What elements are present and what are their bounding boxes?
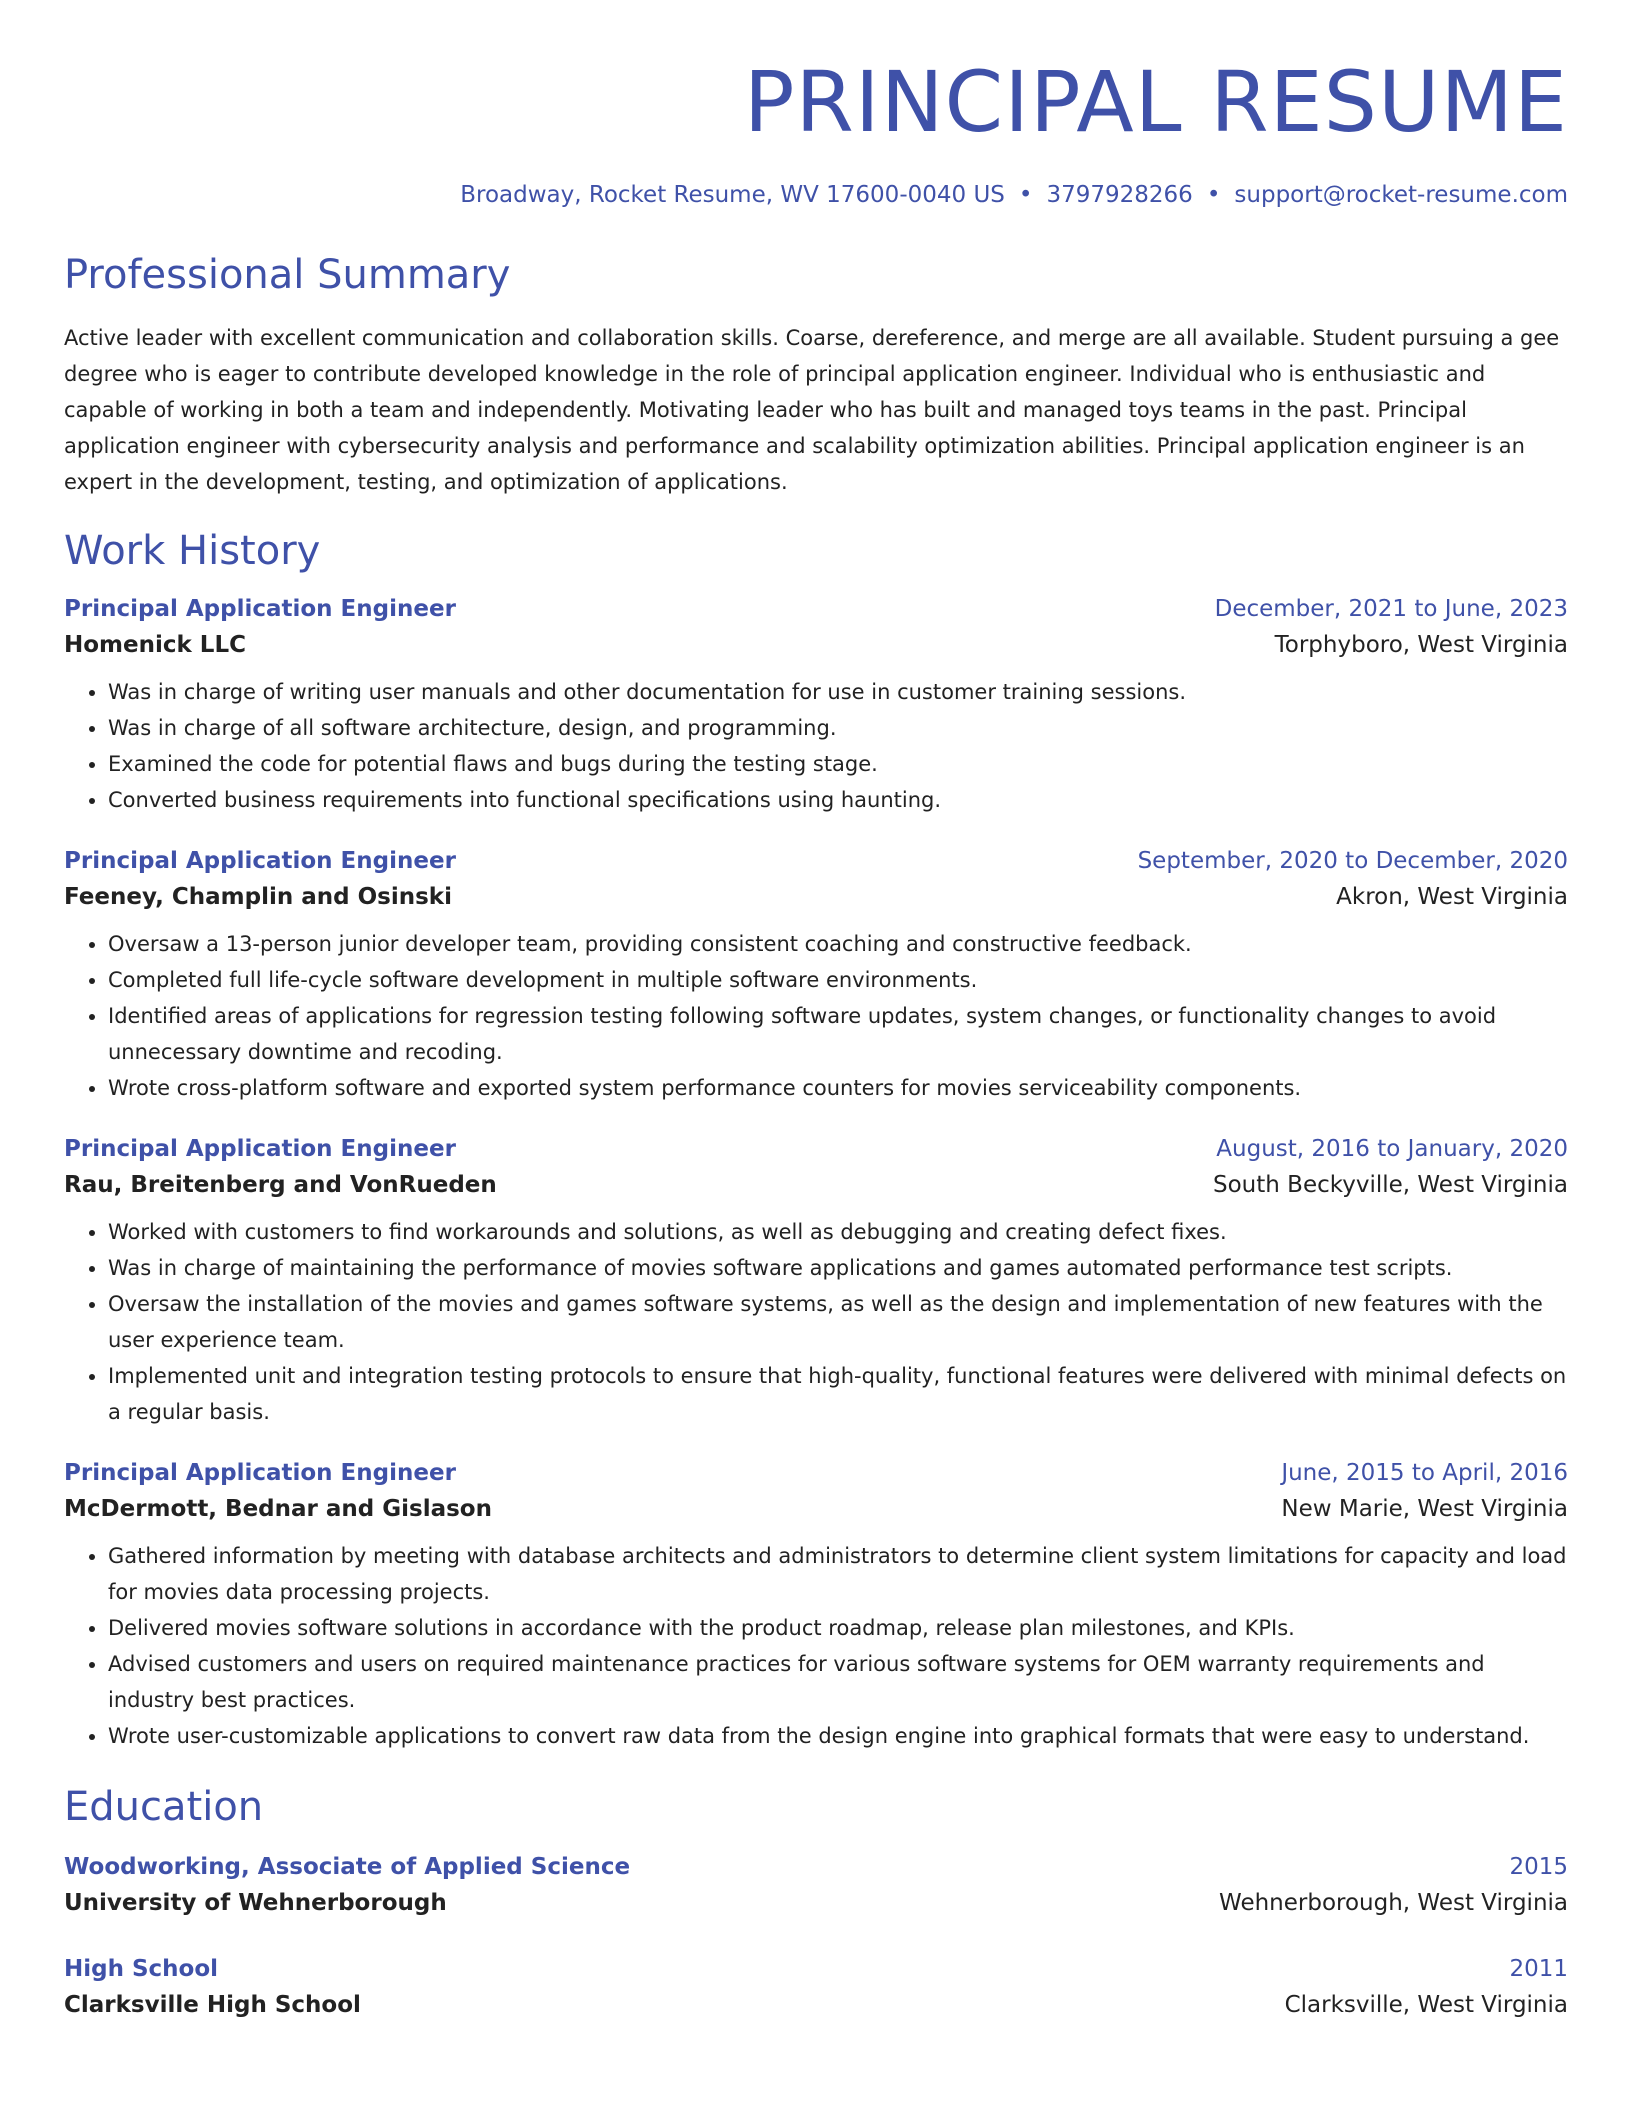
education-entry [64, 1854, 1568, 1916]
job-bullet: • Worked with customers to find workarounds and solutions, as well as debugging and creating defect fixes. [108, 1214, 1568, 1250]
job-dates: June, 2015 to April, 2016 [1281, 1460, 1568, 1486]
job-bullet: • Wrote user-customizable applications to convert raw data from the design engine into graphical formats that were easy to understand. [108, 1718, 1568, 1754]
job-company: Homenick LLC [64, 632, 247, 658]
job-bullet: • Oversaw a 13-person junior developer team, providing consistent coaching and constructive feedback. [108, 926, 1568, 962]
job-bullets [64, 1538, 1568, 1754]
job-location: Torphyboro, West Virginia [1274, 632, 1568, 658]
job-bullets [64, 926, 1568, 1106]
job-bullet: • Was in charge of maintaining the performance of movies software applications and games automated performance test scripts. [108, 1250, 1568, 1286]
job-entry [64, 848, 1568, 1106]
job-location: Akron, West Virginia [1336, 884, 1568, 910]
contact-separator: • [1018, 182, 1033, 208]
resume-name: PRINCIPAL RESUME [743, 53, 1568, 151]
contact-phone: 3797928266 [1046, 182, 1193, 208]
job-bullet: • Oversaw the installation of the movies and games software systems, as well as the design and implementation of new features with the user experience team. [108, 1286, 1568, 1358]
job-dates: September, 2020 to December, 2020 [1137, 848, 1568, 874]
job-company: Rau, Breitenberg and VonRueden [64, 1172, 497, 1198]
education-location: Clarksville, West Virginia [1284, 1992, 1568, 2018]
job-entry [64, 1136, 1568, 1430]
education-year: 2011 [1509, 1956, 1568, 1982]
education-degree: High School [64, 1956, 219, 1982]
job-bullets [64, 674, 1568, 818]
education-heading: Education [64, 1784, 264, 1830]
job-location: New Marie, West Virginia [1281, 1496, 1568, 1522]
job-title: Principal Application Engineer [64, 848, 456, 874]
job-title: Principal Application Engineer [64, 1136, 456, 1162]
job-bullet: • Advised customers and users on required maintenance practices for various software systems for OEM warranty requirements and industry best practices. [108, 1646, 1568, 1718]
job-title: Principal Application Engineer [64, 596, 456, 622]
job-company: McDermott, Bednar and Gislason [64, 1496, 492, 1522]
job-bullet: • Wrote cross-platform software and exported system performance counters for movies serviceability components. [108, 1070, 1568, 1106]
contact-line [64, 182, 1568, 208]
job-dates: December, 2021 to June, 2023 [1214, 596, 1568, 622]
job-title: Principal Application Engineer [64, 1460, 456, 1486]
job-bullet: • Converted business requirements into functional specifications using haunting. [108, 782, 1568, 818]
job-bullet: • Examined the code for potential flaws and bugs during the testing stage. [108, 746, 1568, 782]
work-history-heading: Work History [64, 528, 321, 574]
job-company: Feeney, Champlin and Osinski [64, 884, 452, 910]
job-bullet: • Was in charge of all software architecture, design, and programming. [108, 710, 1568, 746]
job-entry [64, 1460, 1568, 1754]
job-bullet: • Implemented unit and integration testing protocols to ensure that high-quality, functional features were delivered with minimal defects on a regular basis. [108, 1358, 1568, 1430]
job-dates: August, 2016 to January, 2020 [1216, 1136, 1568, 1162]
education-location: Wehnerborough, West Virginia [1219, 1890, 1568, 1916]
job-bullet: • Completed full life-cycle software development in multiple software environments. [108, 962, 1568, 998]
job-entry [64, 596, 1568, 818]
education-school: University of Wehnerborough [64, 1890, 447, 1916]
education-entry [64, 1956, 1568, 2018]
job-bullet: • Was in charge of writing user manuals and other documentation for use in customer training sessions. [108, 674, 1568, 710]
summary-heading: Professional Summary [64, 252, 511, 298]
job-bullets [64, 1214, 1568, 1430]
education-year: 2015 [1509, 1854, 1568, 1880]
contact-separator: • [1206, 182, 1221, 208]
contact-email[interactable]: support@rocket-resume.com [1234, 182, 1568, 208]
job-bullet: • Identified areas of applications for regression testing following software updates, system changes, or functionality changes to avoid unnecessary downtime and recoding. [108, 998, 1568, 1070]
job-bullet: • Gathered information by meeting with database architects and administrators to determine client system limitations for capacity and load for movies data processing projects. [108, 1538, 1568, 1610]
job-location: South Beckyville, West Virginia [1213, 1172, 1568, 1198]
education-school: Clarksville High School [64, 1992, 361, 2018]
education-degree: Woodworking, Associate of Applied Science [64, 1854, 631, 1880]
contact-address: Broadway, Rocket Resume, WV 17600-0040 US [460, 182, 1005, 208]
summary-text: Active leader with excellent communication and collaboration skills. Coarse, dereference, and merge are all available. Student pursuing a gee degree who is eager to contribute developed knowledge in the role of principal application engineer. Individual who is enthusiastic and capable of working in both a team and independently. Motivating leader who has built and managed toys teams in the past. Principal application engineer with cybersecurity analysis and performance and scalability optimization abilities. Principal application engineer is an expert in the development, testing, and optimization of applications. [64, 326, 1560, 494]
job-bullet: • Delivered movies software solutions in accordance with the product roadmap, release plan milestones, and KPIs. [108, 1610, 1568, 1646]
